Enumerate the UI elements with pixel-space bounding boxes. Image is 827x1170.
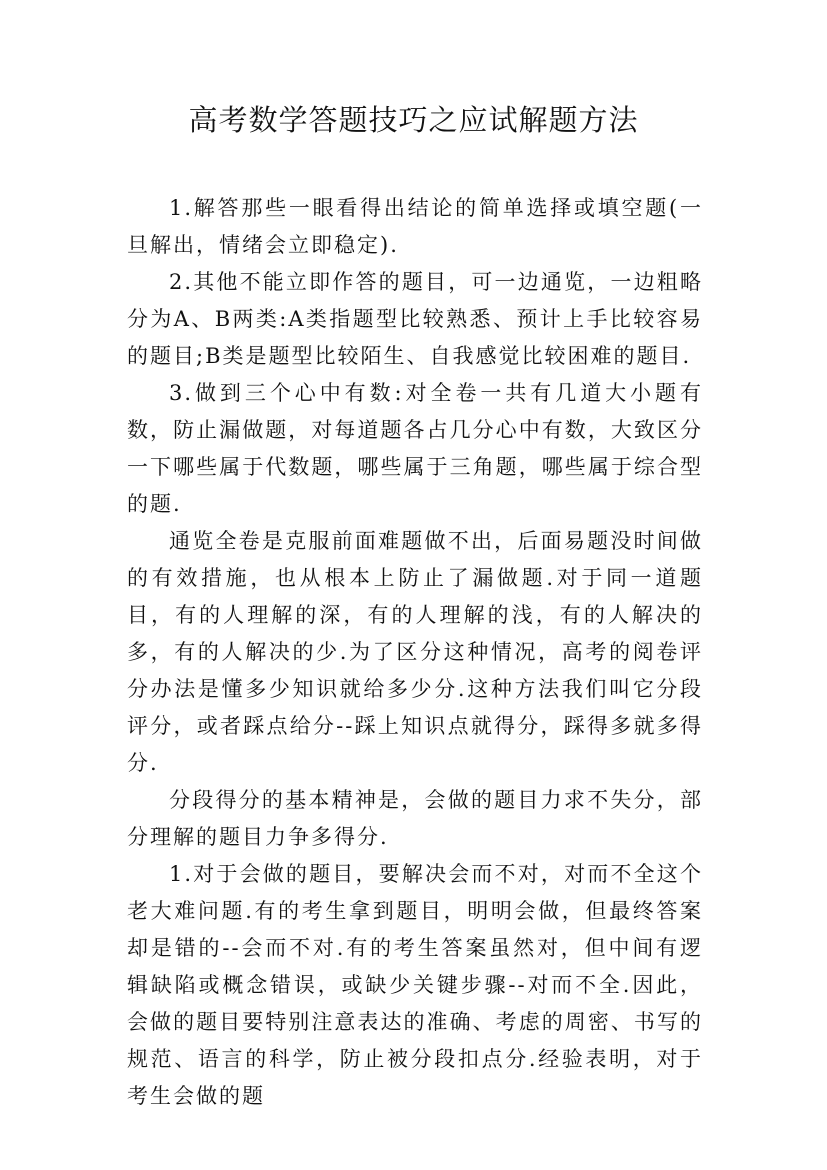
document-body xyxy=(127,190,703,1115)
paragraph: 分段得分的基本精神是，会做的题目力求不失分，部分理解的题目力争多得分. xyxy=(127,788,703,849)
paragraph: 1.对于会做的题目，要解决会而不对，对而不全这个老大难问题.有的考生拿到题目，明明会做，但最终答案却是错的--会而不对.有的考生答案虽然对，但中间有逻辑缺陷或概念错误，或缺少关键步骤--对而不全.因此，会做的题目要特别注意表达的准确、考虑的周密、书写的规范、语言的科学，防止被分段扣点分.经验表明，对于考生会做的题 xyxy=(127,862,703,1108)
document-title: 高考数学答题技巧之应试解题方法 xyxy=(188,103,639,137)
paragraph: 1.解答那些一眼看得出结论的简单选择或填空题(一旦解出，情绪会立即稳定). xyxy=(127,196,703,257)
paragraph: 通览全卷是克服前面难题做不出，后面易题没时间做的有效措施，也从根本上防止了漏做题.对于同一道题目，有的人理解的深，有的人理解的浅，有的人解决的多，有的人解决的少.为了区分这种情况，高考的阅卷评分办法是懂多少知识就给多少分.这种方法我们叫它分段评分，或者踩点给分--踩上知识点就得分，踩得多就多得分. xyxy=(127,529,703,775)
paragraph: 2.其他不能立即作答的题目，可一边通览，一边粗略分为A、B两类:A类指题型比较熟悉、预计上手比较容易的题目;B类是题型比较陌生、自我感觉比较困难的题目. xyxy=(127,270,703,368)
paragraph: 3.做到三个心中有数:对全卷一共有几道大小题有数，防止漏做题，对每道题各占几分心中有数，大致区分一下哪些属于代数题，哪些属于三角题，哪些属于综合型的题. xyxy=(127,381,703,516)
